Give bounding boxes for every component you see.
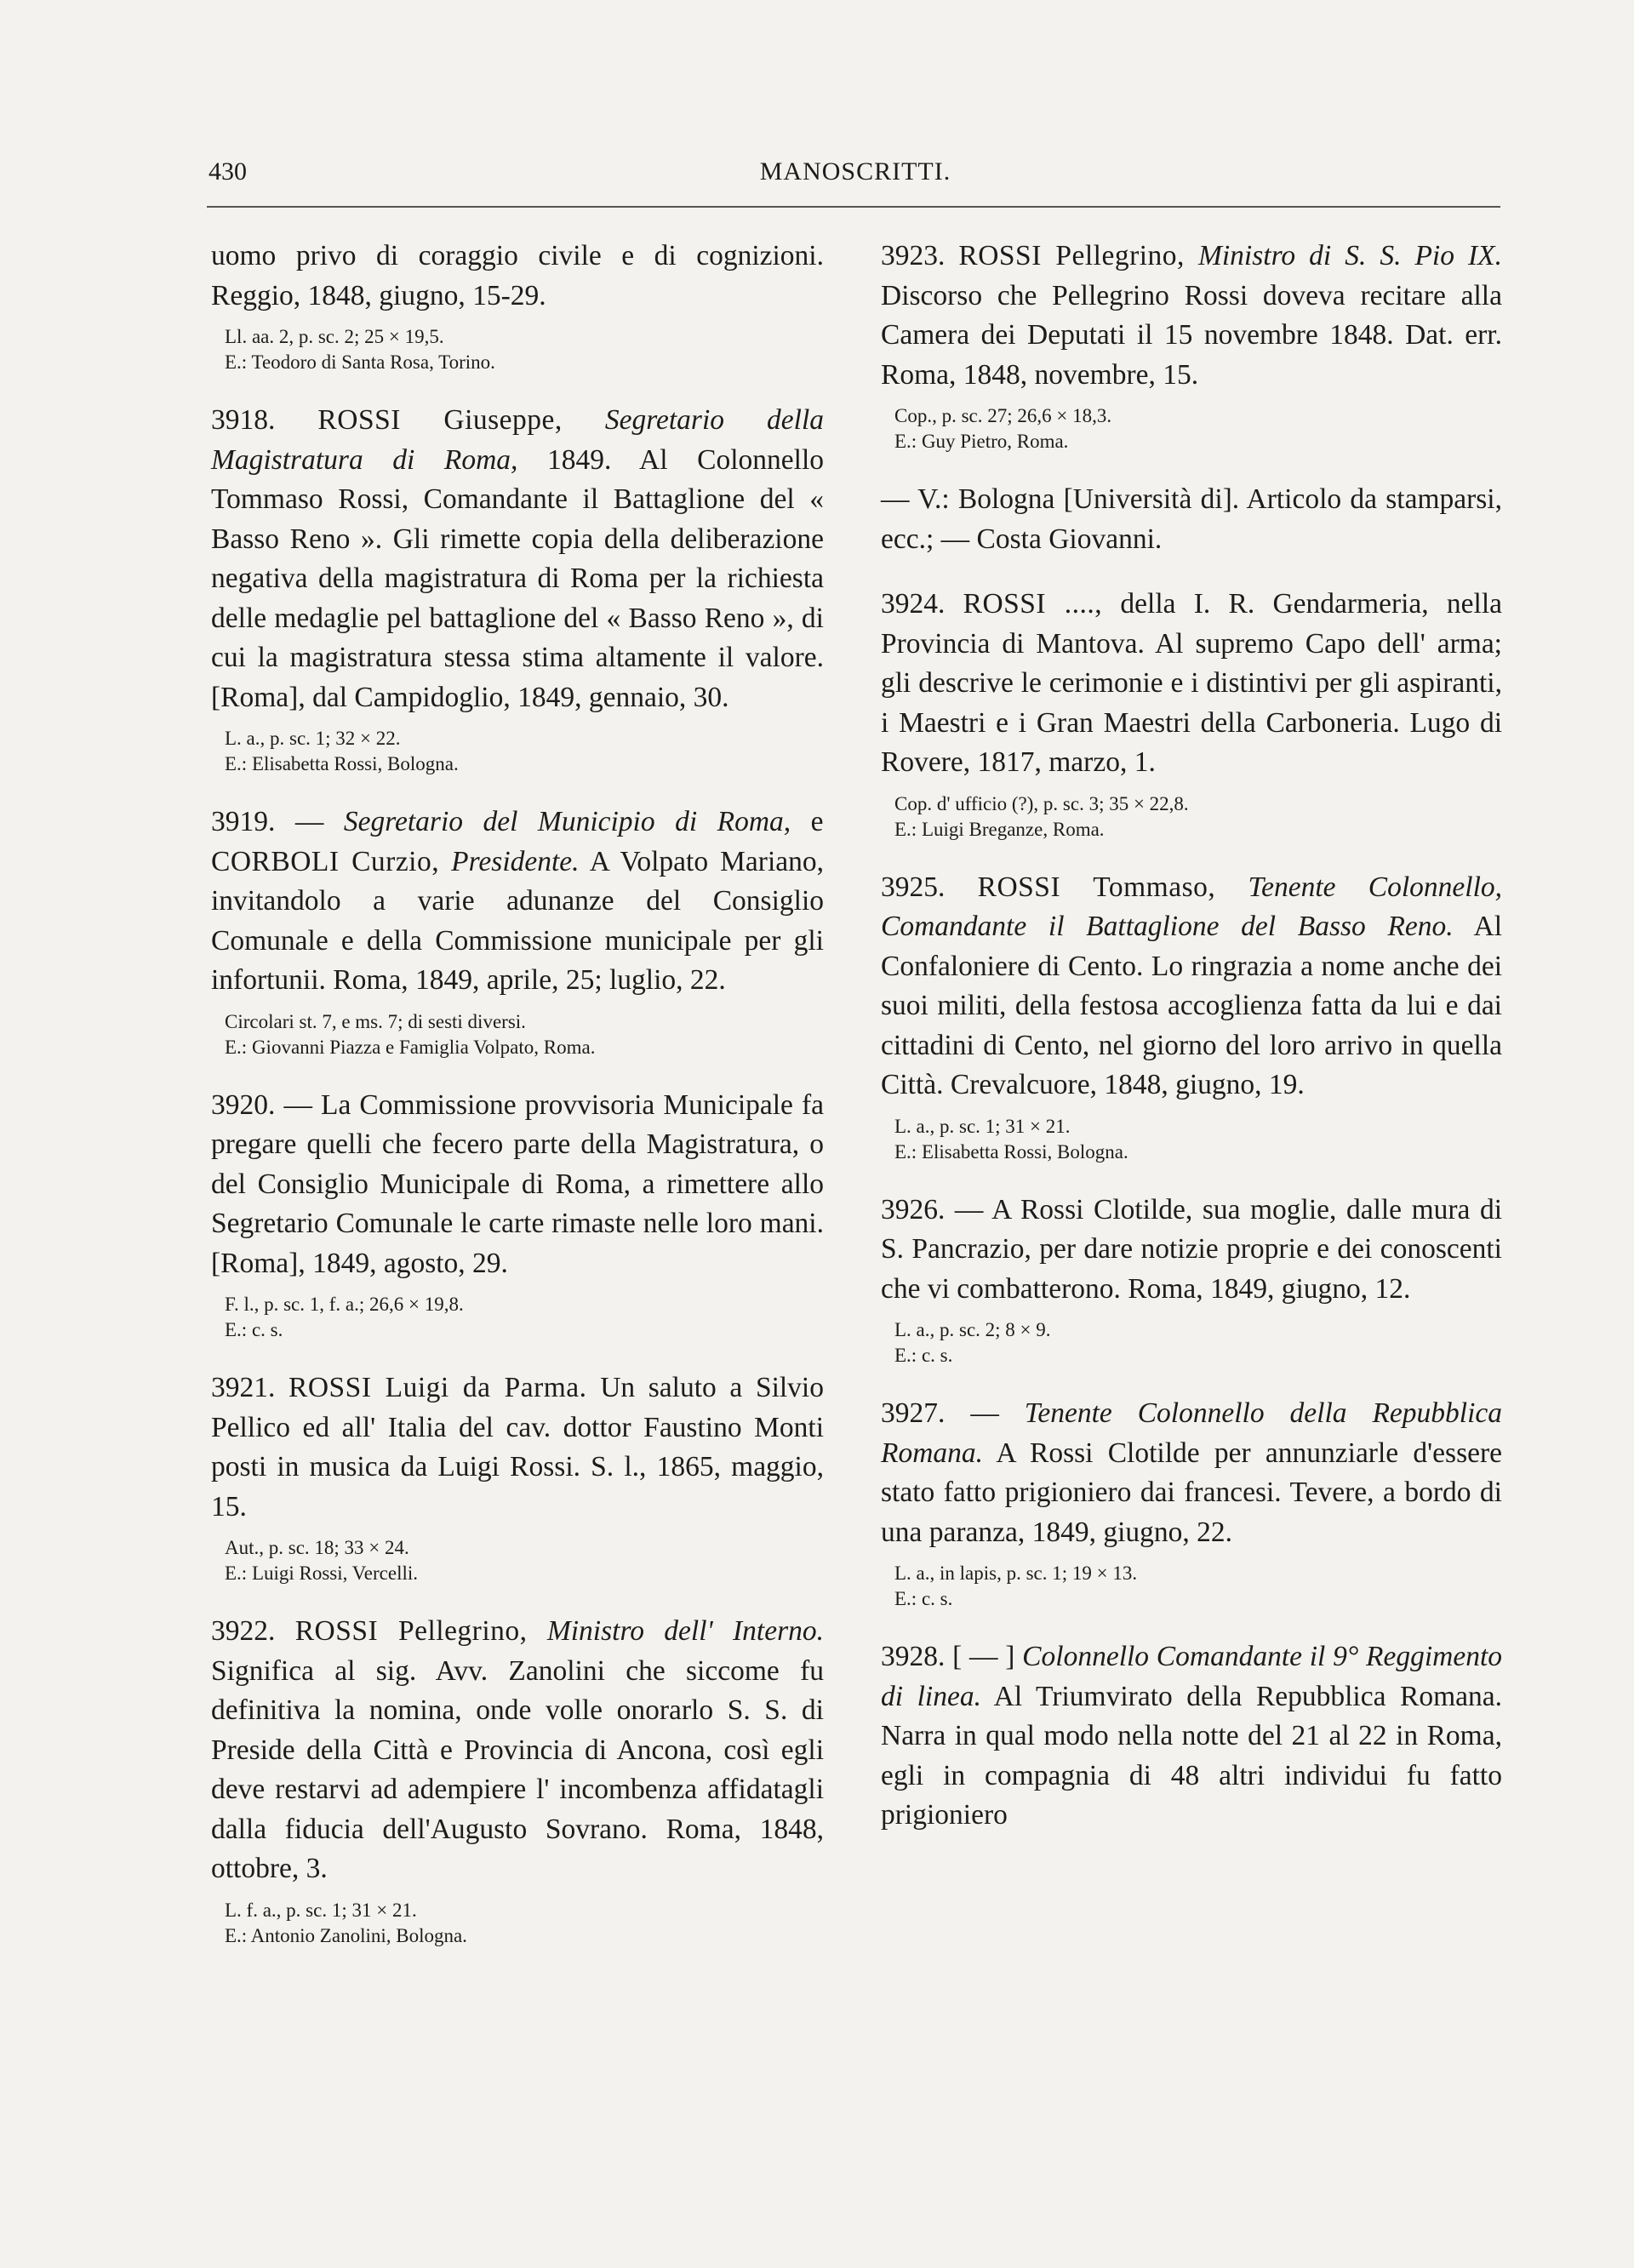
catalog-entry-3926 bbox=[881, 1191, 1502, 1369]
entry-title: Tenente Colonnello della Repubblica Romana. bbox=[881, 1397, 1503, 1469]
entry-physical-description: Cop. d' ufficio (?), p. sc. 3; 35 × 22,8. bbox=[894, 792, 1189, 814]
entry-body: Un saluto a Silvio Pellico ed all' Italia del cav. dottor Faustino Monti posti in musica da Luigi Rossi. S. l., 1865, maggio, 15. bbox=[211, 1372, 824, 1522]
catalog-entry-3918 bbox=[211, 401, 824, 777]
entry-dash: — bbox=[283, 1088, 312, 1121]
entry-owner: E.: Elisabetta Rossi, Bologna. bbox=[894, 1140, 1128, 1163]
entry-owner: E.: Elisabetta Rossi, Bologna. bbox=[225, 753, 459, 774]
entry-physical-description: L. a., p. sc. 2; 8 × 9. bbox=[894, 1319, 1051, 1340]
catalog-entry-3922 bbox=[211, 1612, 824, 1949]
entry-number: 3919. bbox=[211, 806, 276, 837]
entry-body: A Rossi Clotilde, sua moglie, dalle mura di S. Pancrazio, per dare notizie proprie e dei conoscenti che vi combatterono. Roma, 1849, giugno, 12. bbox=[881, 1193, 1503, 1305]
entry-owner: E.: Luigi Rossi, Vercelli. bbox=[225, 1562, 419, 1584]
entry-owner: E.: c. s. bbox=[894, 1588, 953, 1609]
entry-physical-description: L. a., p. sc. 1; 32 × 22. bbox=[225, 728, 401, 749]
entry-owner: E.: c. s. bbox=[225, 1319, 283, 1340]
right-column bbox=[881, 237, 1502, 1861]
entry-number: 3927. bbox=[881, 1397, 946, 1429]
entry-text: uomo privo di coraggio civile e di cognizioni. Reggio, 1848, giugno, 15-29. bbox=[211, 240, 824, 311]
entry-owner: E.: Guy Pietro, Roma. bbox=[894, 431, 1069, 452]
entry-owner: E.: Luigi Breganze, Roma. bbox=[894, 818, 1105, 840]
entry-dash: — bbox=[294, 806, 324, 837]
entry-name: ROSSI Tommaso, bbox=[977, 871, 1216, 903]
entry-body: Al Confaloniere di Cento. Lo ringrazia a nome anche dei suoi militi, della festosa accoglienza fatta da lui e dai cittadini di Cento, nel giorno del loro arrivo in quella Città. Crevalcuore, 1848, giugno, 19. bbox=[881, 911, 1502, 1100]
entry-physical-description: Ll. aa. 2, p. sc. 2; 25 × 19,5. bbox=[225, 326, 444, 347]
entry-physical-description: L. a., p. sc. 1; 31 × 21. bbox=[894, 1115, 1071, 1137]
entry-physical-description: Cop., p. sc. 27; 26,6 × 18,3. bbox=[894, 405, 1112, 426]
entry-physical-description: L. a., in lapis, p. sc. 1; 19 × 13. bbox=[894, 1562, 1138, 1584]
entry-name: ROSSI Luigi da Parma. bbox=[289, 1372, 587, 1403]
catalog-entry-3924 bbox=[881, 585, 1502, 843]
entry-physical-description: L. f. a., p. sc. 1; 31 × 21. bbox=[225, 1899, 417, 1921]
entry-name: e CORBOLI Curzio, bbox=[211, 806, 825, 877]
entry-name: ROSSI Pellegrino, bbox=[294, 1615, 528, 1647]
entry-number: 3928. bbox=[881, 1641, 946, 1672]
entry-title: Segretario del Municipio di Roma, bbox=[343, 806, 791, 837]
left-column bbox=[211, 237, 824, 1974]
entry-owner: E.: Giovanni Piazza e Famiglia Volpato, Roma. bbox=[225, 1036, 596, 1058]
entry-number: 3924. bbox=[881, 588, 946, 620]
entry-number: 3926. bbox=[881, 1193, 946, 1225]
entry-dash: — bbox=[954, 1193, 984, 1225]
entry-title: Ministro di S. S. Pio IX. bbox=[1197, 240, 1503, 271]
entry-physical-description: Aut., p. sc. 18; 33 × 24. bbox=[225, 1537, 409, 1558]
entry-owner: E.: Antonio Zanolini, Bologna. bbox=[225, 1924, 467, 1946]
entry-number: 3921. bbox=[211, 1372, 276, 1403]
entry-body: 1849. Al Colonnello Tommaso Rossi, Comandante il Battaglione del « Basso Reno ». Gli rimette copia della deliberazione negativa della magistratura di Roma per la richiesta delle medaglie pel battaglione del « Basso Reno », di cui la magistratura stessa stima altamente il valore. [Roma], dal Campidoglio, 1849, gennaio, 30. bbox=[211, 443, 824, 713]
page-number: 430 bbox=[209, 157, 247, 186]
entry-dash: — bbox=[881, 483, 910, 515]
entry-title: Colonnello Comandante il 9° Reggimento di linea. bbox=[881, 1641, 1503, 1712]
entry-physical-description: Circolari st. 7, e ms. 7; di sesti diversi. bbox=[225, 1010, 526, 1032]
entry-number: 3918. bbox=[211, 404, 276, 436]
entry-physical-description: F. l., p. sc. 1, f. a.; 26,6 × 19,8. bbox=[225, 1294, 464, 1315]
entry-dash: — bbox=[970, 1397, 999, 1429]
entry-number: 3923. bbox=[881, 240, 946, 271]
catalog-entry-3920 bbox=[211, 1086, 824, 1344]
entry-body: La Commissione provvisoria Municipale fa pregare quelli che fecero parte della Magistratura, o del Consiglio Municipale di Roma, a rimettere allo Segretario Comunale le carte rimaste nelle loro mani. [Roma], 1849, agosto, 29. bbox=[211, 1088, 824, 1279]
catalog-entry-3928 bbox=[881, 1637, 1502, 1836]
entry-bracket: [ — ] bbox=[952, 1641, 1015, 1672]
entry-body: A Volpato Mariano, invitandolo a varie adunanze del Consiglio Comunale e della Commissione municipale per gli infortunii. Roma, 1849, aprile, 25; luglio, 22. bbox=[211, 845, 825, 996]
entry-name: ROSSI Giuseppe, bbox=[317, 404, 563, 436]
entry-body: Significa al sig. Avv. Zanolini che siccome fu definitiva la nomina, onde volle onorarlo S. S. di Preside della Città e Provincia di Ancona, così egli deve restarvi ad adempiere l' incombenza affidatagli dalla fiducia dell'Augusto Sovrano. Roma, 1848, ottobre, 3. bbox=[211, 1654, 824, 1884]
entry-owner: E.: Teodoro di Santa Rosa, Torino. bbox=[225, 351, 495, 373]
catalog-entry-3921 bbox=[211, 1368, 824, 1586]
entry-body: A Rossi Clotilde per annunziarle d'essere stato fatto prigioniero dai francesi. Tevere, a bordo di una paranza, 1849, giugno, 22. bbox=[881, 1437, 1502, 1548]
entry-name: ROSSI Pellegrino, bbox=[958, 240, 1185, 271]
catalog-entry-3927 bbox=[881, 1394, 1502, 1612]
continuation-entry bbox=[211, 237, 824, 375]
entry-owner: E.: c. s. bbox=[894, 1345, 953, 1366]
entry-title: Ministro dell' Interno. bbox=[546, 1615, 825, 1647]
catalog-entry-3923 bbox=[881, 237, 1502, 454]
running-title: MANOSCRITTI. bbox=[759, 157, 951, 186]
entry-number: 3920. bbox=[211, 1088, 276, 1121]
entry-title: Segretario della Magistratura di Roma, bbox=[211, 404, 825, 476]
entry-body: Discorso che Pellegrino Rossi doveva recitare alla Camera dei Deputati il 15 novembre 1848. Dat. err. Roma, 1848, novembre, 15. bbox=[881, 279, 1502, 391]
catalog-entry-3925 bbox=[881, 868, 1502, 1165]
entry-body: Al Triumvirato della Repubblica Romana. Narra in qual modo nella notte del 21 al 22 in Roma, egli in compagnia di 48 altri individui fu fatto prigioniero bbox=[881, 1680, 1503, 1831]
page-header bbox=[209, 157, 1502, 200]
entry-number: 3922. bbox=[211, 1615, 276, 1647]
entry-body: della I. R. Gendarmeria, nella Provincia di Mantova. Al supremo Capo dell' arma; gli descrive le cerimonie e i distintivi per gli aspiranti, i Maestri e i Gran Maestri della Carboneria. Lugo di Rovere, 1817, marzo, 1. bbox=[881, 588, 1502, 778]
cross-reference-entry bbox=[881, 480, 1502, 559]
entry-number: 3925. bbox=[881, 871, 946, 903]
entry-title: Tenente Colonnello, Comandante il Battaglione del Basso Reno. bbox=[881, 871, 1503, 942]
entry-title-2: Presidente. bbox=[451, 845, 580, 877]
catalog-entry-3919 bbox=[211, 803, 824, 1060]
header-rule bbox=[207, 206, 1500, 208]
entry-name: ROSSI ...., bbox=[963, 588, 1103, 620]
entry-body: V.: Bologna [Università di]. Articolo da stamparsi, ecc.; — Costa Giovanni. bbox=[881, 483, 1502, 555]
